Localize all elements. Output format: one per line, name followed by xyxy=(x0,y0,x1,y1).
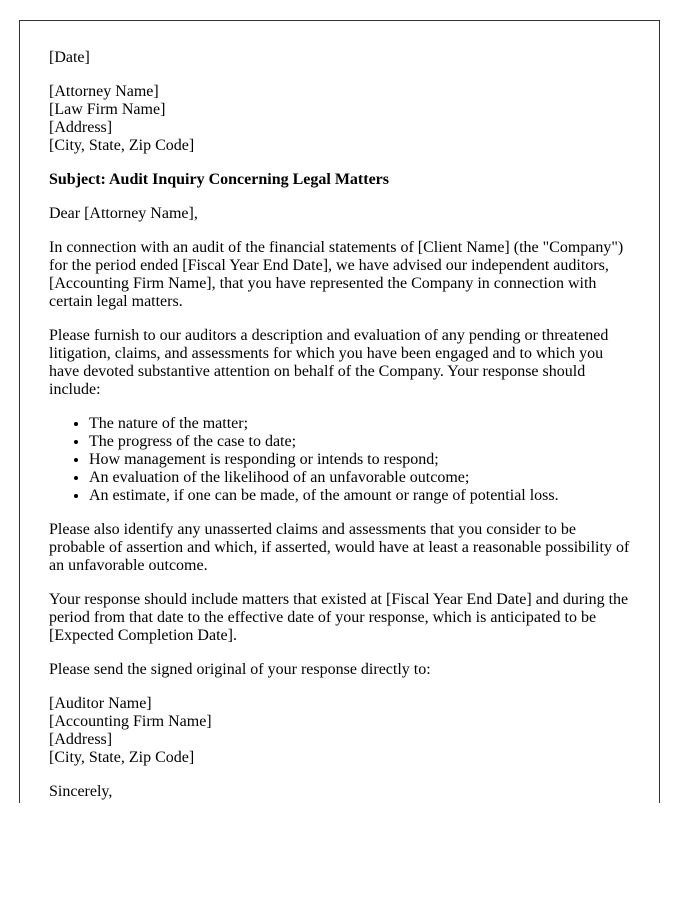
letter-page xyxy=(19,20,660,803)
auditor-name: [Auditor Name] xyxy=(49,695,152,712)
auditor-city: [City, State, Zip Code] xyxy=(49,749,195,766)
paragraph-request: Please furnish to our auditors a description and evaluation of any pending or threatened litigation, claims, and assessments for which you have been engaged and to which you have devoted substantive attention on behalf of the Company. Your response should include: xyxy=(49,327,609,398)
response-items-list xyxy=(49,415,631,505)
closing: Sincerely, xyxy=(49,783,113,800)
paragraph-intro: In connection with an audit of the financial statements of [Client Name] (the "Company") for the period ended [Fiscal Year End Date], we have advised our independent auditors, [Accounting Firm Name], that you have represented the Company in connection with certain legal matters. xyxy=(49,239,624,310)
recipient-street: [Address] xyxy=(49,119,113,136)
paragraph-unasserted: Please also identify any unasserted claims and assessments that you consider to be probable of assertion and which, if asserted, would have at least a reasonable possibility of an unfavorable outcome. xyxy=(49,521,630,574)
list-item: • The nature of the matter; xyxy=(89,415,631,433)
list-item: • An evaluation of the likelihood of an unfavorable outcome; xyxy=(89,469,631,487)
salutation: Dear [Attorney Name], xyxy=(49,205,198,222)
letter-date: [Date] xyxy=(49,49,90,66)
list-item: • An estimate, if one can be made, of the amount or range of potential loss. xyxy=(89,487,631,505)
recipient-city: [City, State, Zip Code] xyxy=(49,137,195,154)
accounting-firm-name: [Accounting Firm Name] xyxy=(49,713,212,730)
list-item: • How management is responding or intends to respond; xyxy=(89,451,631,469)
attorney-name: [Attorney Name] xyxy=(49,83,159,100)
auditor-address xyxy=(49,695,631,767)
paragraph-period: Your response should include matters that existed at [Fiscal Year End Date] and during the period from that date to the effective date of your response, which is anticipated to be [Expected Completion Date]. xyxy=(49,591,629,644)
recipient-address xyxy=(49,83,631,155)
subject-line: Subject: Audit Inquiry Concerning Legal Matters xyxy=(49,171,389,188)
auditor-street: [Address] xyxy=(49,731,113,748)
law-firm-name: [Law Firm Name] xyxy=(49,101,166,118)
list-item: • The progress of the case to date; xyxy=(89,433,631,451)
paragraph-send: Please send the signed original of your response directly to: xyxy=(49,661,431,678)
